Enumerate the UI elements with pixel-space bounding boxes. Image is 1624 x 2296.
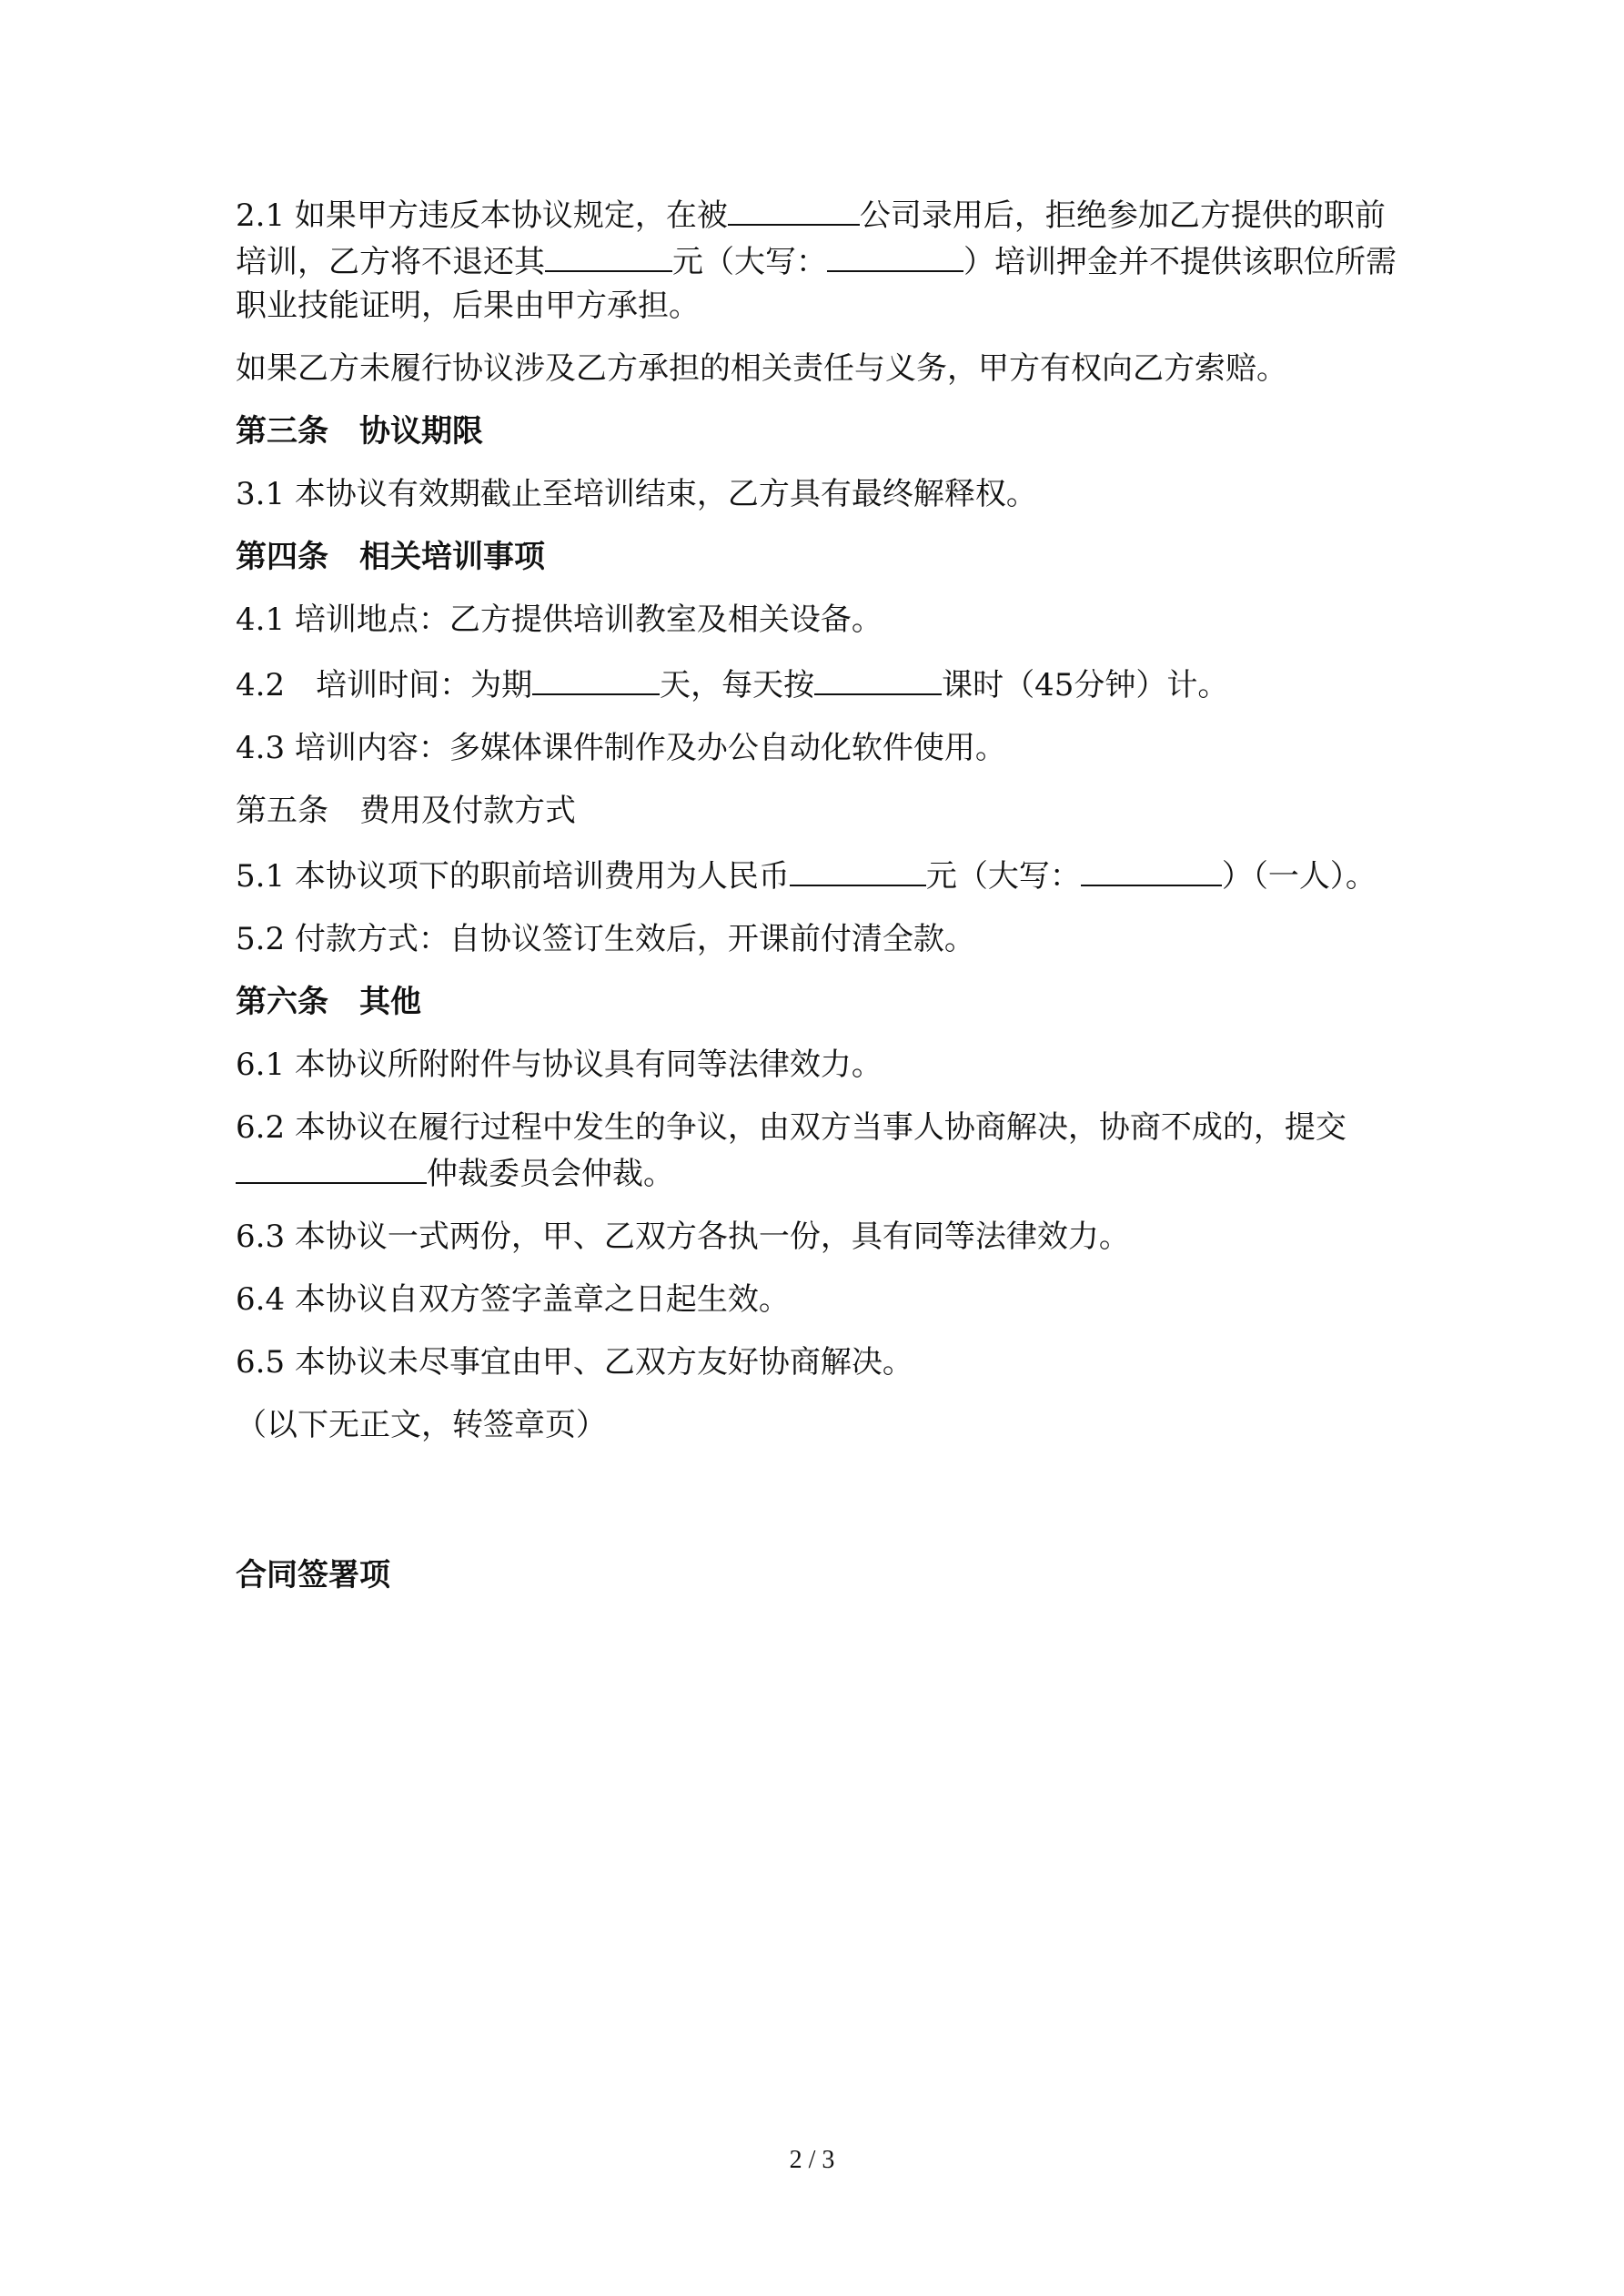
clause-2-1-text-2: 公司录用后，拒绝参加乙方提供的职前培训，乙方将不退还其	[236, 197, 1386, 280]
daily-hours-blank	[814, 661, 942, 695]
article-4-title: 第四条 相关培训事项	[236, 539, 545, 575]
clause-4-1: 4.1 培训地点：乙方提供培训教室及相关设备。	[236, 602, 883, 638]
clause-5-1	[236, 852, 1405, 898]
clause-4-3: 4.3 培训内容：多媒体课件制作及办公自动化软件使用。	[236, 730, 1006, 766]
clause-4-2-text-2: 天，每天按	[660, 667, 815, 703]
section-spacer	[236, 1466, 1405, 1553]
company-name-blank	[728, 191, 860, 226]
signature-section-title: 合同签署项	[236, 1557, 390, 1593]
clause-2-1-text-1: 2.1 如果甲方违反本协议规定，在被	[236, 197, 728, 234]
article-6-title: 第六条 其他	[236, 984, 421, 1020]
clause-2-1	[236, 191, 1405, 328]
article-5-title: 第五条 费用及付款方式	[236, 793, 576, 829]
clause-5-1-text-3: ）（一人）。	[1221, 858, 1377, 895]
clause-6-3: 6.3 本协议一式两份，甲、乙双方各执一份，具有同等法律效力。	[236, 1219, 1130, 1255]
clause-2-1-text-4: ）培训押金并不提供该职位所需职业技能证明，后果由甲方承担。	[236, 244, 1397, 324]
document-body	[236, 191, 1405, 1597]
clause-5-1-text-1: 5.1 本协议项下的职前培训费用为人民币	[236, 858, 790, 895]
training-days-blank	[532, 661, 660, 695]
clause-4-2-text-3: 课时（45分钟）计。	[942, 667, 1229, 703]
clause-3-1: 3.1 本协议有效期截止至培训结束，乙方具有最终解释权。	[236, 476, 1037, 512]
deposit-amount-blank	[545, 238, 672, 272]
clause-liability: 如果乙方未履行协议涉及乙方承担的相关责任与义务，甲方有权向乙方索赔。	[236, 350, 1287, 387]
training-fee-blank	[790, 852, 926, 886]
deposit-amount-capital-blank	[827, 238, 963, 272]
training-fee-capital-blank	[1081, 852, 1222, 886]
clause-5-1-text-2: 元（大写：	[925, 858, 1081, 895]
clause-6-2	[236, 1106, 1405, 1196]
clause-6-1: 6.1 本协议所附附件与协议具有同等法律效力。	[236, 1047, 883, 1083]
clause-4-2	[236, 661, 1405, 707]
clause-5-2: 5.2 付款方式：自协议签订生效后，开课前付清全款。	[236, 921, 975, 957]
arbitration-commission-blank	[236, 1149, 427, 1184]
clause-2-1-text-3: 元（大写：	[672, 244, 827, 280]
article-3-title: 第三条 协议期限	[236, 413, 483, 450]
clause-4-2-text-1: 4.2 培训时间：为期	[236, 667, 533, 703]
clause-6-4: 6.4 本协议自双方签字盖章之日起生效。	[236, 1281, 790, 1318]
clause-6-5: 6.5 本协议未尽事宜由甲、乙双方友好协商解决。	[236, 1344, 913, 1381]
page-number: 2 / 3	[789, 2146, 835, 2174]
end-note: （以下无正文，转签章页）	[236, 1407, 607, 1443]
clause-6-2-text-2: 仲裁委员会仲裁。	[427, 1156, 674, 1192]
clause-6-2-text-1: 6.2 本协议在履行过程中发生的争议，由双方当事人协商解决，协商不成的，提交	[236, 1109, 1347, 1146]
